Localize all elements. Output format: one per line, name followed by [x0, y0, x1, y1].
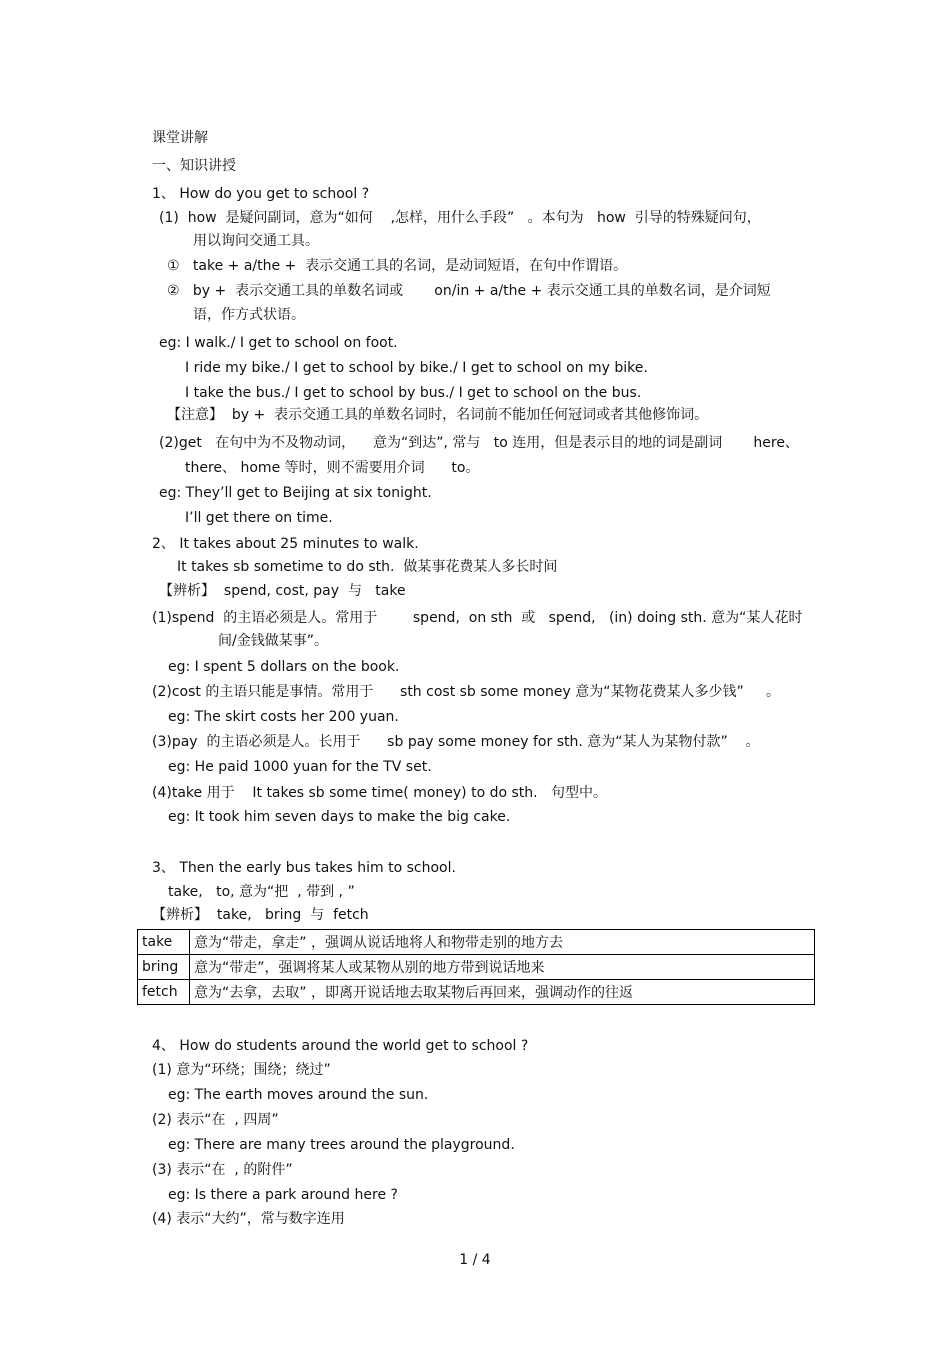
table-cell-desc: 意为“带走，拿走” ，强调从说话地将人和物带走别的地方去: [190, 930, 815, 955]
example-line: I’ll get there on time.: [185, 510, 333, 526]
table-cell-word: take: [138, 930, 190, 955]
table-cell-word: fetch: [138, 980, 190, 1005]
example-line: eg: Is there a park around here ?: [168, 1187, 398, 1203]
page-number: 1 / 4: [459, 1252, 491, 1268]
example-line: eg: I walk./ I get to school on foot.: [159, 335, 398, 351]
table-row: [138, 955, 815, 980]
point-3-title: 3、 Then the early bus takes him to school.: [152, 860, 456, 876]
point-4-sub4: (4) 表示“大约”，常与数字连用: [152, 1211, 345, 1227]
page-heading: 课堂讲解: [152, 130, 208, 146]
section-title: 一、知识讲授: [152, 158, 236, 174]
point-1-title: 1、 How do you get to school ?: [152, 186, 370, 202]
point-1-sub1-cont: 用以询问交通工具。: [193, 233, 319, 249]
point-4-title: 4、 How do students around the world get to school ?: [152, 1038, 529, 1054]
example-line: eg: He paid 1000 yuan for the TV set.: [168, 759, 432, 775]
example-line: eg: The skirt costs her 200 yuan.: [168, 709, 399, 725]
point-2-pattern: It takes sb sometime to do sth. 做某事花费某人多长时间: [177, 559, 558, 575]
example-line: eg: There are many trees around the playground.: [168, 1137, 515, 1153]
example-line: I take the bus./ I get to school by bus./ I get to school on the bus.: [185, 385, 642, 401]
point-1-sub2: (2)get 在句中为不及物动词， 意为“到达”, 常与 to 连用，但是表示目的地的词是副词 here、: [159, 435, 799, 451]
point-1-sub1: (1) how 是疑问副词，意为“如何 ,怎样，用什么手段” 。本句为 how 引导的特殊疑问句，: [159, 210, 761, 226]
analysis-heading: 【辨析】 spend, cost, pay 与 take: [159, 583, 406, 599]
point-2-sub4: (4)take 用于 It takes sb some time( money) to do sth. 句型中。: [152, 785, 607, 801]
point-2-sub1: (1)spend 的主语必须是人。常用于 spend, on sth 或 spend, (in) doing sth. 意为“某人花时: [152, 610, 803, 626]
comparison-table: [137, 929, 815, 1005]
point-4-sub1: (1) 意为“环绕；围绕；绕过”: [152, 1062, 331, 1078]
point-2-sub3: (3)pay 的主语必须是人。长用于 sb pay some money for sth. 意为“某人为某物付款” 。: [152, 734, 760, 750]
point-1-circle-2: ② by + 表示交通工具的单数名词或 on/in + a/the + 表示交通工具的单数名词，是介词短: [167, 283, 771, 299]
table-row: [138, 930, 815, 955]
point-1-sub2-cont: there、 home 等时，则不需要用介词 to。: [185, 460, 480, 476]
table-cell-desc: 意为“去拿，去取” ，即离开说话地去取某物后再回来，强调动作的往返: [190, 980, 815, 1005]
example-line: I ride my bike./ I get to school by bike./ I get to school on my bike.: [185, 360, 648, 376]
example-line: eg: I spent 5 dollars on the book.: [168, 659, 400, 675]
table-cell-desc: 意为“带走”，强调将某人或某物从别的地方带到说话地来: [190, 955, 815, 980]
point-1-circle-1: ① take + a/the + 表示交通工具的名词，是动词短语，在句中作谓语。: [167, 258, 628, 274]
point-4-sub3: (3) 表示“在 , 的附件”: [152, 1162, 293, 1178]
example-line: eg: It took him seven days to make the big cake.: [168, 809, 511, 825]
point-2-title: 2、 It takes about 25 minutes to walk.: [152, 536, 419, 552]
table-cell-word: bring: [138, 955, 190, 980]
point-4-sub2: (2) 表示“在 , 四周”: [152, 1112, 279, 1128]
table-row: [138, 980, 815, 1005]
analysis-heading: 【辨析】 take, bring 与 fetch: [152, 907, 369, 923]
example-line: eg: They’ll get to Beijing at six tonight.: [159, 485, 432, 501]
note-line: 【注意】 by + 表示交通工具的单数名词时，名词前不能加任何冠词或者其他修饰词。: [167, 407, 709, 423]
example-line: eg: The earth moves around the sun.: [168, 1087, 429, 1103]
point-1-circle-2-cont: 语，作方式状语。: [193, 307, 305, 323]
point-3-pattern: take, to, 意为“把 , 带到 , ”: [168, 884, 355, 900]
point-2-sub2: (2)cost 的主语只能是事情。常用于 sth cost sb some money 意为“某物花费某人多少钱” 。: [152, 684, 781, 700]
point-2-sub1-cont: 间/金钱做某事”。: [218, 633, 328, 649]
